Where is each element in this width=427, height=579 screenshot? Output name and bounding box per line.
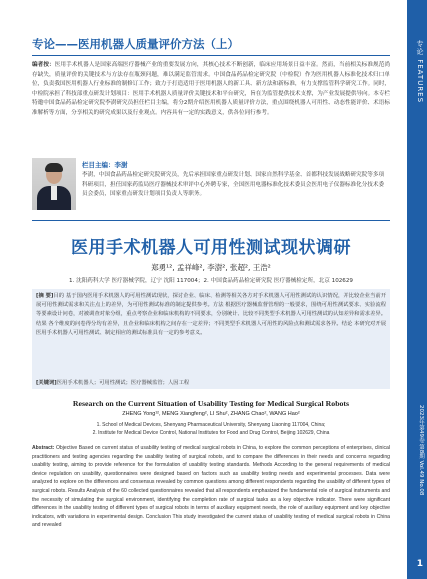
english-abstract-text: Objective Based on current status of usability testing of medical surgical robots in China, to explore the common perceptions of enterprises, clinical practitioners and testing agencies regarding the usability testing of surgical robots, and to compare the differences in their needs and concerns regarding usability testing, aiming to provide reference for the formulation of usability testing standards. Methods According to the general requirements of medical device regulation on usability, questionnaires were designed based on factors such as usability testing needs and experimental processes. Data were analyzed to explore on the differences and consensus revealed by common questions among different respondents regarding the usability of different types of surgical robots. Results Analysis of the 60 collected questionnaires revealed that all respondents emphasized the fundamental role of surgical instruments and the necessity of simulating the surgical environment, identifying the completion rate of surgical tasks as a key objective indicator. There were significant differences in the usability testing of different types of surgical robots in terms of auxiliary equipment needs, the role of auxiliary equipment and key objective indicators, with variations in experimental design. Conclusion This study investigated the current status of usability testing of medical surgical robots in China and revealed: [32, 445, 390, 529]
editor-note-tag: 编者按：: [32, 62, 55, 68]
host-photo: [32, 158, 76, 210]
special-column-title: 专论——医用机器人质量评价方法（上）: [32, 37, 239, 51]
english-affiliation-2: 2. Institute for Medical Device Control, National Institutes for Food and Drug Control, Beijing 102629, China: [92, 430, 330, 436]
column-host: [32, 158, 390, 210]
divider: [32, 55, 390, 56]
keywords-cn-tag: [关键词]: [36, 380, 57, 386]
english-abstract-tag: Abstract:: [32, 445, 55, 451]
english-authors: ZHENG Yong¹², MENG Xiangfeng², LI Shu², ZHANG Chao², WANG Hao²: [122, 411, 300, 417]
editor-note-text: 医用手术机器人是国家高端医疗器械产业的重要发展方向，其核心技术不断创新，临床应用场景日益丰富。然而，当前相关标准规范尚存缺失，质量评价的关键技术与方法存在瓶颈问题，难以满足监管需求。中国食品药品检定研究院（中检院）作为医用机器人标准化技术归口单位，负责我国医用机器人行业标准的制修订工作；致力于打造适用于医用机器人的新工具、新方法和新标准，有力支撑监管科学研究工作。同时，中检院承担了科技部重点研发计划项目：医用手术机器人质量评价关键技术和平台研究，旨在为监管提供技术支撑，为产业发展提供导向。本专栏特邀中国食品药品检定研究院李澍研究员担任栏目主编，将分2期介绍医用机器人质量评价方法，重点围绕机器人可用性、动态性能评价、术语标准解析等方面，分享相关的研究成果以及行业观点。内容具有一定的实践意义，供各位同行参考。: [32, 62, 391, 116]
article-authors: 郑勇¹², 孟祥峰², 李澍², 张超², 王浩²: [151, 263, 271, 272]
abstract-cn-box: [32, 289, 390, 389]
editor-note: [32, 61, 390, 119]
keywords-cn-text: 医用手术机器人；可用性测试；医疗器械监管；人因工程: [56, 380, 190, 386]
abstract-cn-text: 目的 基于国内医用手术机器人的可用性测试现状，探讨企业、临床、检测等相关各方对手术机器人可用性测试的认识情况，并比较企业当前开展可用性测试需求和关注点上的差异，为可用性测试标准的制定提供参考。方法 根据医疗器械监督管理的一般要求，围绕可用性测试要求、实验流程等要素设计问卷，对被调查对象分组，重点考察企业和临床机构的不同要求，分别统计、比较不同类型手术机器人可用性测试的认知差异和需求差异。结果 各个维度的问卷得分均有差异，且企业和临床机构之间存在一定差异；不同类型手术机器人可用性的风险点和测试需求各异。结论 本研究对开展医用手术机器人可用性测试、制定相应的测试标准具有一定的参考意义。: [36, 293, 386, 336]
divider: [32, 220, 390, 221]
host-description: 李澍，中国食品药品检定研究院研究员，先后承担国家重点研发计划、国家自然科学基金、首都科技发展战略研究院等多项科研项目，担任国家药监局医疗器械技术审评中心外聘专家，全国医用电器标准化技术委员会医用电子仪器标准化分技术委员会委员，国家重点研发计划项目负责人等职务。: [82, 172, 385, 197]
english-affiliation-1: 1. School of Medical Devices, Shenyang Pharmaceutical University, Shenyang Liaoning 117004, China;: [96, 422, 326, 428]
issue-info: 2023年第49卷 第8期 Vol.49 No.08: [418, 405, 424, 496]
page-number: 1: [416, 559, 423, 569]
article-title: 医用手术机器人可用性测试现状调研: [71, 238, 351, 258]
english-abstract: [32, 444, 390, 530]
host-label: 栏目主编：李澍: [82, 161, 128, 169]
abstract-cn: [36, 292, 386, 338]
article-affiliations: 1. 沈阳药科大学 医疗器械学院，辽宁 沈阳 117004；2. 中国食品药品检定研究院 医疗器械检定所，北京 102629: [69, 278, 353, 284]
keywords-cn: [36, 378, 386, 386]
abstract-cn-tag: [摘 要]: [36, 293, 54, 299]
section-tab: 专论 FEATURES: [416, 40, 424, 104]
english-title: Research on the Current Situation of Usability Testing for Medical Surgical Robots: [72, 399, 350, 408]
english-affiliations: [32, 421, 390, 437]
